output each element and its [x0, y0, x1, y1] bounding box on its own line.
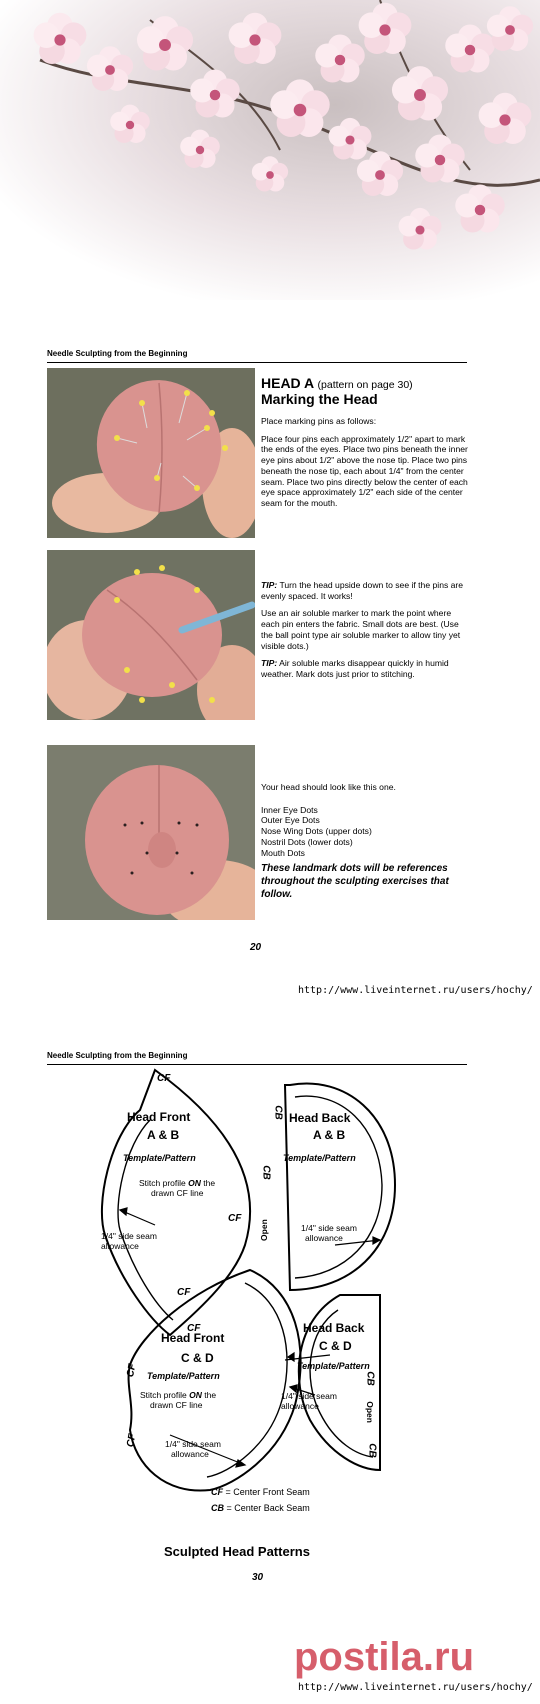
pattern-note [140, 1390, 216, 1410]
text-column-3 [261, 782, 471, 901]
seam-text: 1/4" side seam [101, 1231, 157, 1241]
closing-note: These landmark dots will be references throughout the sculpting exercises that follow. [261, 863, 449, 901]
open-label: Open [258, 1219, 269, 1241]
cb-label: CB [272, 1105, 284, 1120]
seam-note [281, 1391, 337, 1411]
paragraph: Use an air soluble marker to mark the point where each pin enters the fabric. Small dots are best. (Use the ball point type air soluble marker to allow tiny yet visible dots.) [261, 608, 461, 651]
tip-paragraph [261, 580, 471, 601]
legend-cb [211, 1503, 310, 1513]
tip-paragraph [261, 658, 471, 679]
pattern-note [139, 1178, 215, 1198]
note-text: drawn CF line [150, 1400, 203, 1411]
cf-label: CF [125, 1362, 139, 1379]
cb-label: CB [364, 1371, 376, 1386]
note-emphasis: ON [188, 1178, 201, 1188]
pattern-title: Head Front [161, 1331, 225, 1345]
tip-label: TIP: [261, 580, 278, 590]
postila-watermark-logo [292, 1630, 532, 1680]
heading-title: HEAD A [261, 375, 314, 391]
tip-text: Turn the head upside down to see if the pins are evenly spaced. It works! [261, 580, 464, 601]
tip-label: TIP: [261, 658, 278, 669]
section-header: Needle Sculpting from the Beginning [47, 1051, 188, 1060]
seam-text: 1/4" side seam [165, 1439, 221, 1449]
note-text: Stitch profile [139, 1178, 186, 1188]
pattern-title: A & B [313, 1128, 346, 1142]
watermark-text: postila.ru [294, 1635, 475, 1679]
paragraph: Place marking pins as follows: [261, 415, 377, 426]
cf-label: CF [187, 1323, 201, 1334]
seam-text: allowance [101, 1241, 139, 1252]
note-text: the [203, 1178, 216, 1188]
seam-text: allowance [281, 1401, 319, 1412]
source-url: http://www.liveinternet.ru/users/hochy/ [298, 1682, 533, 1693]
text-column-1 [261, 376, 471, 516]
tip-text: Air soluble marks disappear quickly in humid weather. Mark dots just prior to stitching. [261, 658, 449, 680]
page-number: 20 [250, 942, 262, 953]
photo-head-dots [47, 745, 255, 920]
paragraph: Place four pins each approximately 1/2" apart to mark the ends of the eyes. Place two pins beneath the inner eye pins about 1/2" above the nose tip. Place two pins beneath the nose tip, each about 1/4" from the center seam. Place two pins directly below the center of each eye space approximately 1/2" each side of the center seam for the mouth. [261, 433, 468, 509]
note-emphasis: ON [189, 1390, 202, 1400]
cf-label: CF [125, 1432, 139, 1449]
source-url: http://www.liveinternet.ru/users/hochy/ [298, 985, 533, 996]
pattern-subtitle: Template/Pattern [283, 1153, 356, 1163]
open-label: Open [364, 1401, 375, 1423]
cf-label: CF [177, 1287, 191, 1298]
pattern-drawing [95, 1035, 455, 1540]
cb-label: CB [260, 1165, 272, 1180]
section-rule [47, 362, 467, 363]
heading [261, 376, 471, 392]
pattern-title: A & B [147, 1128, 180, 1142]
seam-text: 1/4" side seam [281, 1391, 337, 1401]
pattern-subtitle: Template/Pattern [123, 1153, 196, 1163]
note-text: the [204, 1390, 217, 1400]
section-header: Needle Sculpting from the Beginning [47, 349, 188, 358]
legend-text: = Center Front Seam [223, 1487, 310, 1497]
heading-pattern-ref: (pattern on page 30) [317, 379, 413, 391]
cb-label: CB [366, 1443, 378, 1458]
seam-text: allowance [171, 1449, 209, 1460]
page-number: 30 [252, 1572, 264, 1583]
list-item: Nostril Dots (lower dots) [261, 836, 353, 847]
pattern-title: C & D [181, 1351, 214, 1365]
note-text: Stitch profile [140, 1390, 187, 1400]
seam-note [165, 1439, 221, 1459]
photo-head-marking [47, 550, 255, 720]
seam-note [301, 1223, 357, 1243]
cherry-blossom-banner [0, 0, 540, 300]
pattern-subtitle: Template/Pattern [147, 1371, 220, 1381]
legend-text: = Center Back Seam [224, 1503, 310, 1513]
photo-head-pins-top [47, 368, 255, 538]
seam-text: allowance [305, 1233, 343, 1244]
pattern-title: Head Front [127, 1110, 191, 1124]
text-column-2 [261, 580, 471, 687]
paragraph: Your head should look like this one. [261, 782, 396, 792]
cf-label: CF [157, 1073, 171, 1084]
pattern-title: Head Back [303, 1321, 365, 1335]
seam-note [101, 1231, 157, 1251]
figure-caption: Sculpted Head Patterns [164, 1544, 310, 1559]
seam-text: 1/4" side seam [301, 1223, 357, 1233]
legend-abbr: CF [211, 1487, 223, 1497]
list-item: Outer Eye Dots [261, 815, 320, 826]
heading-subtitle: Marking the Head [261, 390, 378, 407]
legend-abbr: CB [211, 1503, 224, 1513]
list-item: Inner Eye Dots [261, 804, 318, 815]
pattern-title: C & D [319, 1339, 352, 1353]
legend-cf [211, 1487, 310, 1497]
pattern-title: Head Back [289, 1111, 351, 1125]
pattern-subtitle: Template/Pattern [297, 1361, 370, 1371]
note-text: drawn CF line [151, 1188, 204, 1199]
list-item: Nose Wing Dots (upper dots) [261, 826, 372, 837]
list-item: Mouth Dots [261, 847, 305, 858]
cf-label: CF [228, 1213, 242, 1224]
